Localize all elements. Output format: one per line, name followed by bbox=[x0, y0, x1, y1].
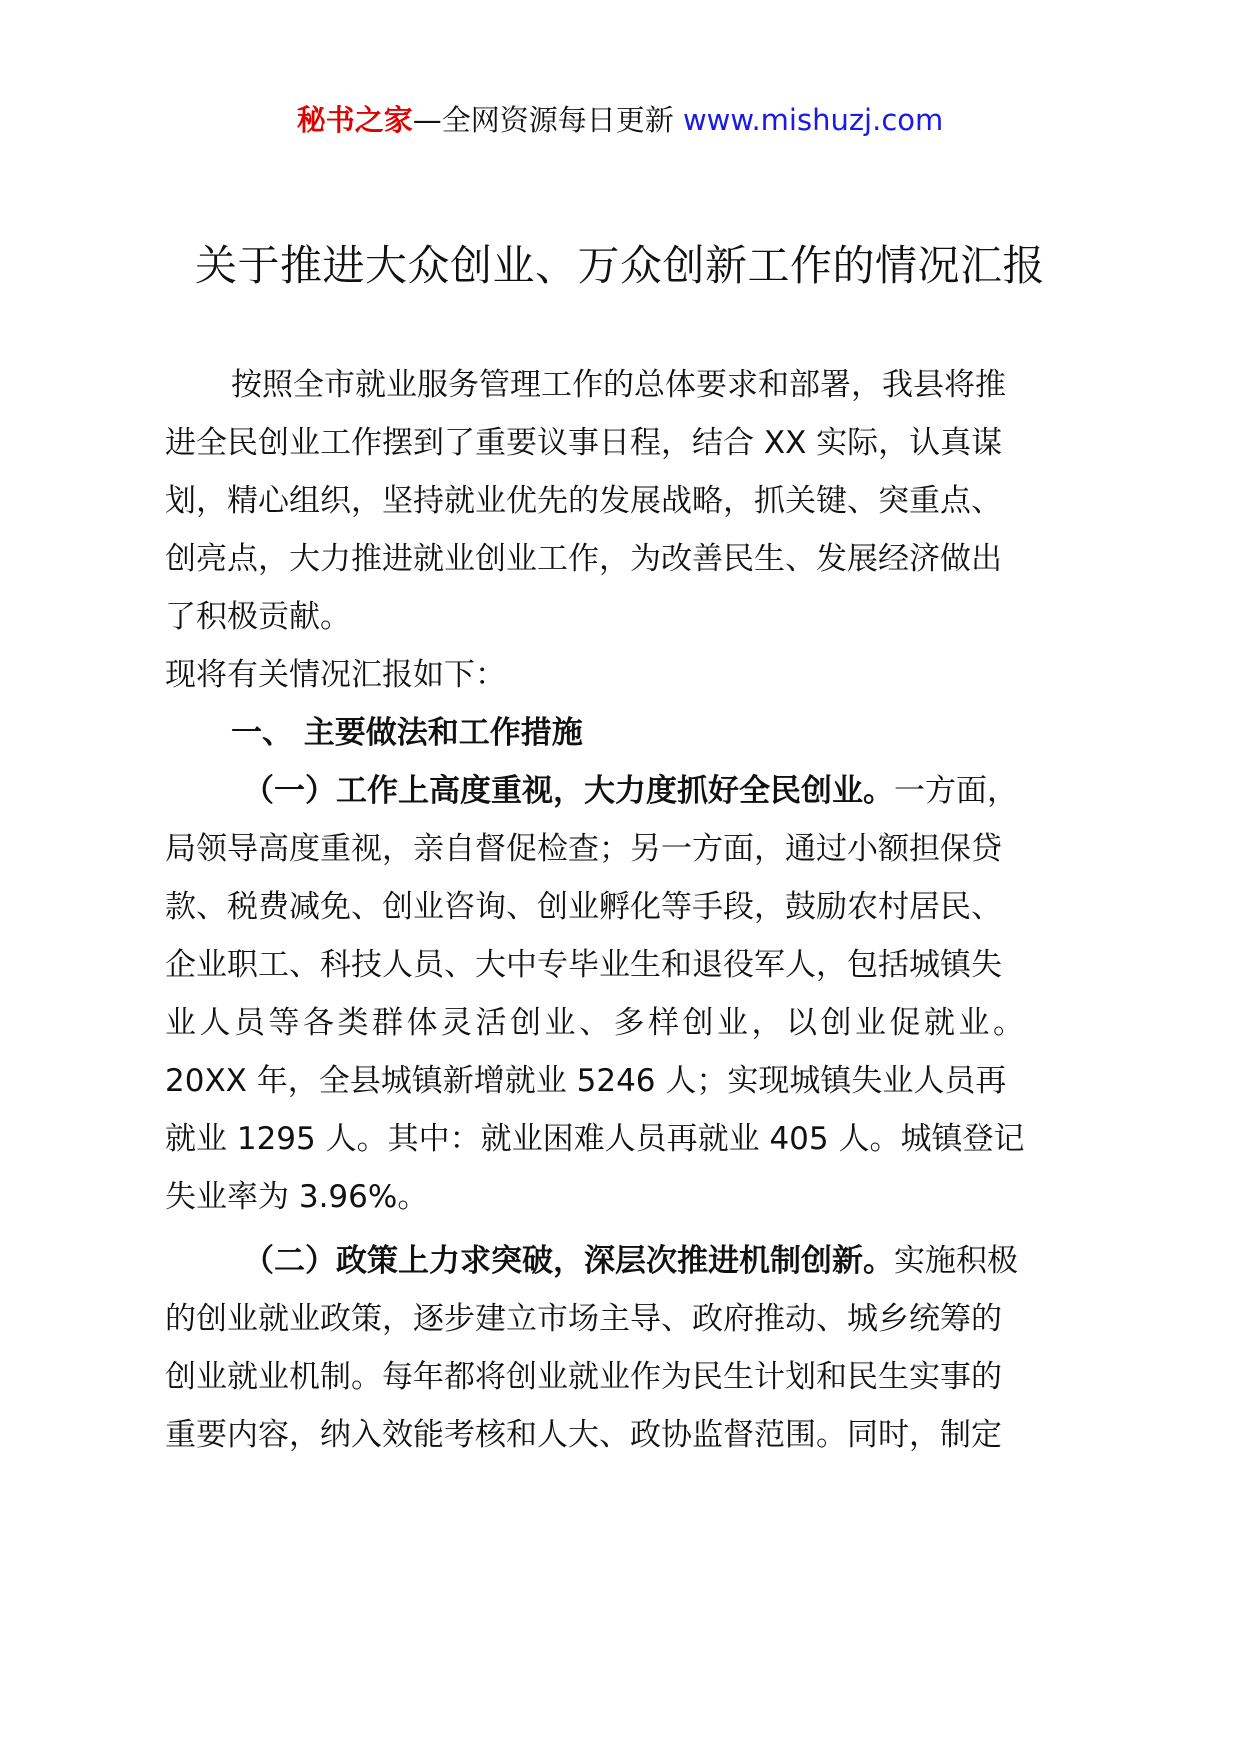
document-title: 关于推进大众创业、万众创新工作的情况汇报 bbox=[194, 241, 1045, 290]
header-slogan: —全网资源每日更新 bbox=[412, 103, 674, 137]
paragraph-line: 创亮点，大力推进就业创业工作，为改善民生、发展经济做出 bbox=[165, 541, 1002, 577]
paragraph-text: 一方面， bbox=[894, 773, 1018, 809]
paragraph-line: 的创业就业政策，逐步建立市场主导、政府推动、城乡统筹的 bbox=[165, 1301, 1002, 1337]
paragraph-line: 现将有关情况汇报如下： bbox=[165, 657, 506, 693]
paragraph-line: 企业职工、科技人员、大中专毕业生和退役军人，包括城镇失 bbox=[165, 947, 1002, 983]
paragraph-line: 按照全市就业服务管理工作的总体要求和部署，我县将推 bbox=[231, 367, 1006, 403]
paragraph-line: 就业 1295 人。其中：就业困难人员再就业 405 人。城镇登记 bbox=[165, 1121, 1025, 1157]
brand-name: 秘书之家 bbox=[296, 103, 413, 137]
paragraph-line: 划，精心组织，坚持就业优先的发展战略，抓关键、突重点、 bbox=[165, 483, 1002, 519]
document-body bbox=[165, 356, 1085, 1464]
paragraph-line: 创业就业机制。每年都将创业就业作为民生计划和民生实事的 bbox=[165, 1359, 1002, 1395]
subsection-heading: （二）政策上力求突破，深层次推进机制创新。 bbox=[243, 1243, 894, 1279]
subsection-first-line bbox=[165, 762, 1085, 820]
paragraph-line: 局领导高度重视，亲自督促检查；另一方面，通过小额担保贷 bbox=[165, 831, 1002, 867]
site-header bbox=[0, 100, 1240, 140]
section-heading: 一、 主要做法和工作措施 bbox=[231, 715, 583, 751]
paragraph-line: 20XX 年，全县城镇新增就业 5246 人；实现城镇失业人员再 bbox=[165, 1063, 1007, 1099]
paragraph-line: 失业率为 3.96%。 bbox=[165, 1179, 429, 1215]
site-url-link[interactable]: www.mishuzj.com bbox=[682, 103, 944, 137]
subsection-heading: （一）工作上高度重视，大力度抓好全民创业。 bbox=[243, 773, 894, 809]
paragraph-line: 重要内容，纳入效能考核和人大、政协监督范围。同时，制定 bbox=[165, 1417, 1002, 1453]
paragraph-line: 进全民创业工作摆到了重要议事日程，结合 XX 实际，认真谋 bbox=[165, 425, 1003, 461]
paragraph-line: 业人员等各类群体灵活创业、多样创业，以创业促就业。 bbox=[165, 1005, 1028, 1041]
subsection-first-line bbox=[165, 1232, 1085, 1290]
paragraph-text: 实施积极 bbox=[894, 1243, 1018, 1279]
paragraph-line: 款、税费减免、创业咨询、创业孵化等手段，鼓励农村居民、 bbox=[165, 889, 1002, 925]
paragraph-line: 了积极贡献。 bbox=[165, 599, 351, 635]
